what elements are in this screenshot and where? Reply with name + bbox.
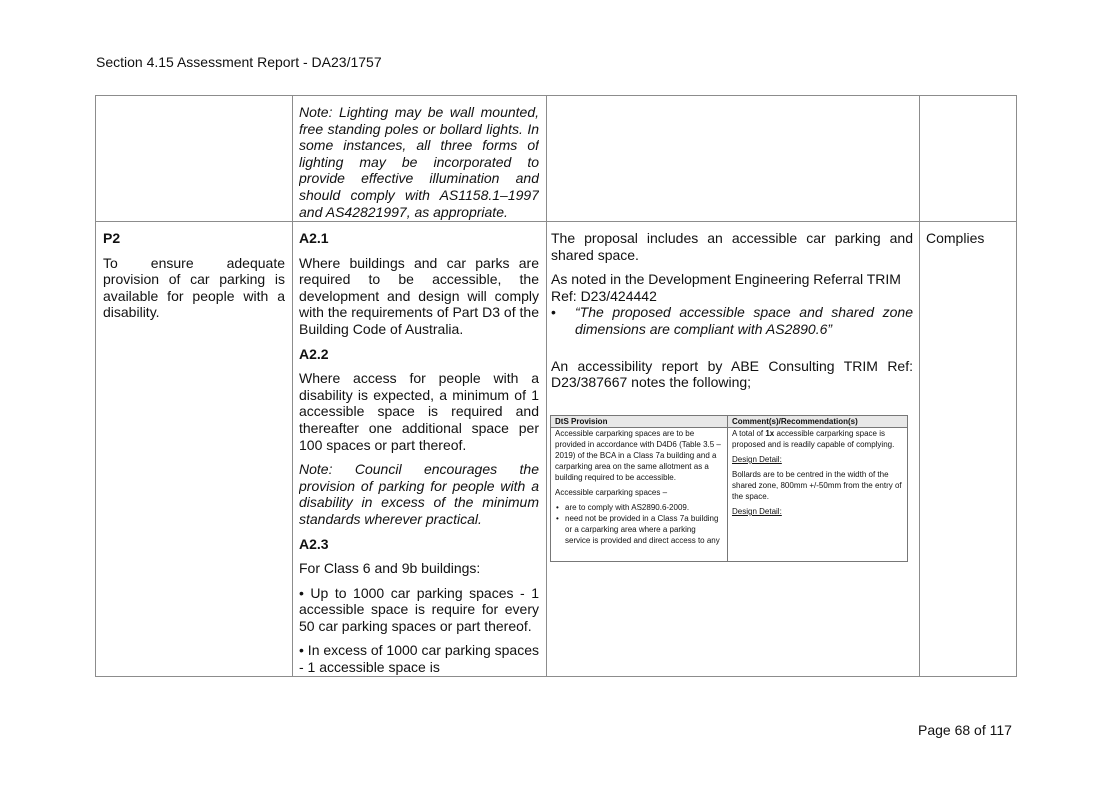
comment-paragraph: The proposal includes an accessible car parking and shared space. xyxy=(551,230,913,263)
column-divider xyxy=(919,96,920,676)
referral-quote: • “The proposed accessible space and shared zone dimensions are compliant with AS2890.6” xyxy=(575,304,913,337)
a21-text: Where buildings and car parks are required to be accessible, the development and design will comply with the requirements of Part D3 of the Building Code of Australia. xyxy=(299,254,539,337)
compliance-status: Complies xyxy=(926,230,985,246)
report-header: Section 4.15 Assessment Report - DA23/1757 xyxy=(96,54,382,70)
comment-cell xyxy=(551,230,913,391)
a23-intro: For Class 6 and 9b buildings: xyxy=(299,560,481,577)
excerpt-text: Accessible carparking spaces are to be provided in accordance with D4D6 (Table 3.5 – 2019) of the BCA in a Class 7a building and a carparking area on the same allotment as a building required to be accessible. xyxy=(555,429,721,482)
a21-heading: A2.1 xyxy=(299,230,329,246)
design-detail-label: Design Detail: xyxy=(732,455,782,464)
a22-note: Note: Council encourages the provision of parking for people with a disability in excess of the minimum standards wherever practical. xyxy=(299,461,539,527)
excerpt-text: Accessible carparking spaces – xyxy=(555,488,668,497)
a23-bullet: • Up to 1000 car parking spaces - 1 accessible space is require for every 50 car parking spaces or part thereof. xyxy=(299,584,539,634)
comment-paragraph: As noted in the Development Engineering Referral TRIM Ref: D23/424442 xyxy=(551,271,901,304)
criteria-text: To ensure adequate provision of car parking is available for people with a disability. xyxy=(103,254,285,321)
excerpt-header-left: DtS Provision xyxy=(555,417,608,426)
column-divider xyxy=(292,96,293,676)
excerpt-text: Bollards are to be centred in the width of the shared zone, 800mm +/-50mm from the entry of the space. xyxy=(732,470,902,501)
accessibility-report-excerpt xyxy=(550,415,908,562)
excerpt-bullet: • need not be provided in a Class 7a building or a carparking area where a parking service is provided and direct access to any xyxy=(565,513,723,546)
lighting-note: Note: Lighting may be wall mounted, free standing poles or bollard lights. In some instances, all three forms of lighting may be incorporated to provide effective illumination and should comply with AS1158.1–1997 and AS42821997, as appropriate. xyxy=(299,104,539,220)
excerpt-right-column xyxy=(728,416,908,561)
a22-text: Where access for people with a disability is expected, a minimum of 1 accessible space is required and thereafter one additional space per 100 spaces or part thereof. xyxy=(299,370,539,453)
a22-heading: A2.2 xyxy=(299,345,329,362)
column-divider xyxy=(546,96,547,676)
criteria-heading: P2 xyxy=(103,230,121,246)
performance-criteria-cell xyxy=(103,230,285,321)
row-divider xyxy=(96,221,1016,222)
assessment-table xyxy=(95,95,1017,677)
excerpt-text: A total of 1x accessible carparking space is proposed and is readily capable of complying. xyxy=(732,429,895,449)
a23-bullet: • In excess of 1000 car parking spaces - 1 accessible space is xyxy=(299,642,539,676)
acceptable-solutions-cell xyxy=(299,230,539,676)
excerpt-bullet: • are to comply with AS2890.6-2009. xyxy=(565,502,723,513)
excerpt-header-right: Comment(s)/Recommendation(s) xyxy=(732,417,858,426)
design-detail-label: Design Detail: xyxy=(732,507,782,516)
page-number: Page 68 of 117 xyxy=(918,722,1012,738)
comment-paragraph: An accessibility report by ABE Consulting TRIM Ref: D23/387667 notes the following; xyxy=(551,357,913,391)
excerpt-left-column xyxy=(551,416,727,561)
a23-heading: A2.3 xyxy=(299,535,329,552)
